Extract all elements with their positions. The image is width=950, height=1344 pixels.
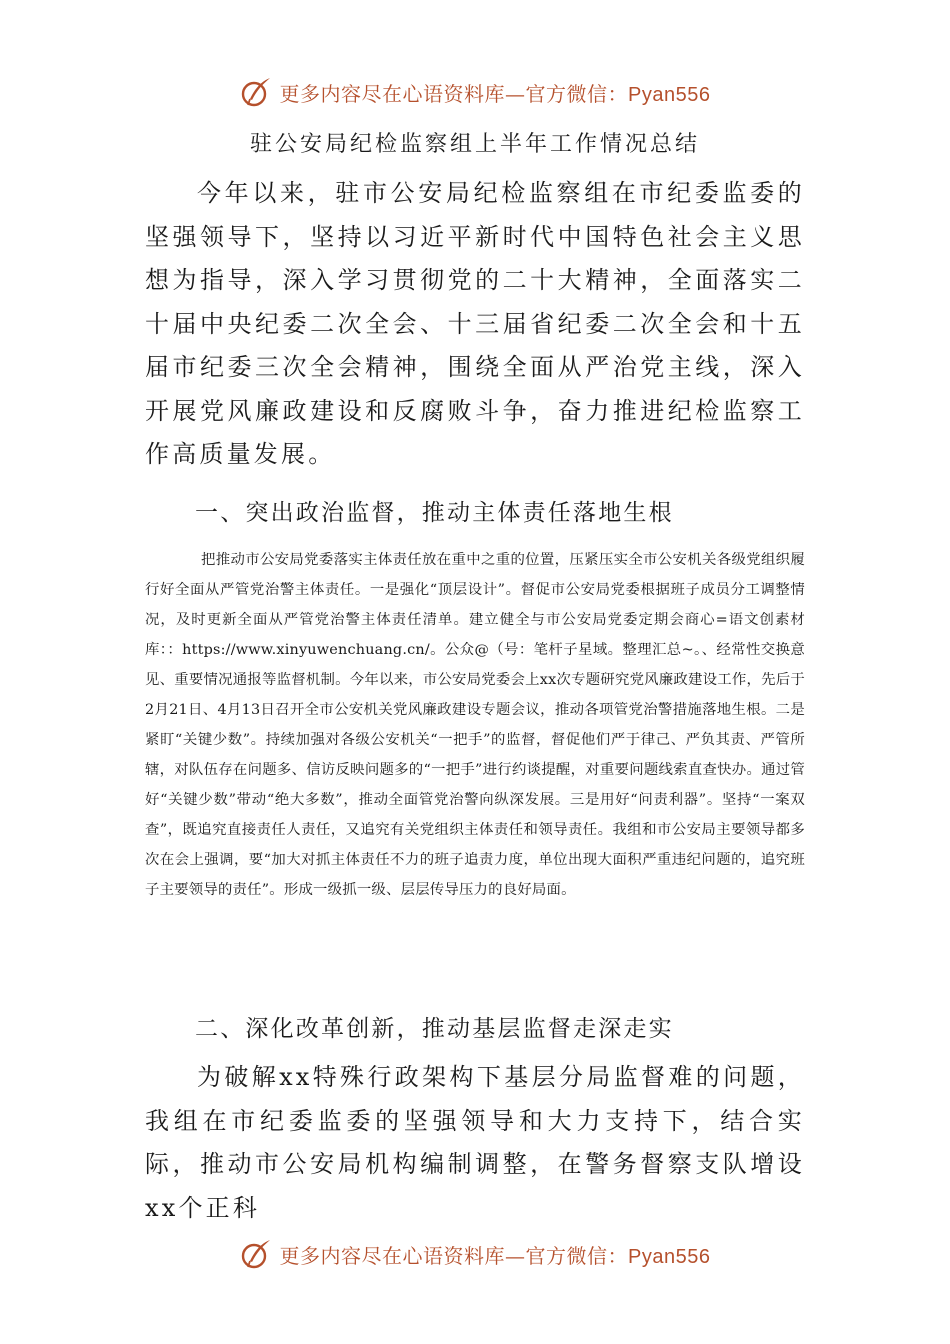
quill-logo-icon (240, 1237, 274, 1271)
banner-text (280, 78, 711, 107)
section1-paragraph: 把推动市公安局党委落实主体责任放在重中之重的位置，压紧压实全市公安机关各级党组织履行好全面从严管党治警主体责任。一是强化“顶层设计”。督促市公安局党委根据班子成员分工调整情况，及时更新全面从严管党治警主体责任清单。建立健全与市公安局党委定期会商心=语文创素材库：：https://www.xinyuwenchuang.cn/。公众@（号：笔杆子星域。整理汇总~。、经常性交换意见、重要情况通报等监督机制。今年以来，市公安局党委会上xx次专题研究党风廉政建设工作，先后于2月21日、4月13日召开全市公安机关党风廉政建设专题会议，推动各项管党治警措施落地生根。二是紧盯“关键少数”。持续加强对各级公安机关“一把手”的监督，督促他们严于律己、严负其责、严管所辖，对队伍存在问题多、信访反映问题多的“一把手”进行约谈提醒，对重要问题线索直查快办。通过管好“关键少数”带动“绝大多数”，推动全面管党治警向纵深发展。三是用好“问责利器”。坚持“一案双查”，既追究直接责任人责任，又追究有关党组织主体责任和领导责任。我组和市公安局主要领导都多次在会上强调，要“加大对抓主体责任不力的班子追责力度，单位出现大面积严重违纪问题的，追究班子主要领导的责任”。形成一级抓一级、层层传导压力的良好局面。 (145, 552, 805, 898)
banner-message: 更多内容尽在心语资料库—官方微信： (279, 1243, 629, 1268)
banner-wechat-id: Pyan556 (628, 1245, 711, 1268)
banner-wechat-id: Pyan556 (628, 83, 711, 106)
bottom-banner (0, 1234, 950, 1274)
banner-message: 更多内容尽在心语资料库—官方微信： (279, 81, 629, 106)
banner-text (280, 1240, 711, 1269)
section2-heading: 二、深化改革创新，推动基层监督走深走实 (195, 1016, 674, 1042)
quill-logo-icon (240, 75, 274, 109)
intro-paragraph: 今年以来，驻市公安局纪检监察组在市纪委监委的坚强领导下，坚持以习近平新时代中国特色社会主义思想为指导，深入学习贯彻党的二十大精神，全面落实二十届中央纪委二次全会、十三届省纪委二次全会和十五届市纪委三次全会精神，围绕全面从严治党主线，深入开展党风廉政建设和反腐败斗争，奋力推进纪检监察工作高质量发展。 (145, 179, 805, 468)
section2-paragraph: 为破解xx特殊行政架构下基层分局监督难的问题，我组在市纪委监委的坚强领导和大力支持下，结合实际，推动市公安局机构编制调整，在警务督察支队增设xx个正科 (145, 1063, 805, 1222)
top-banner (0, 72, 950, 112)
section1-heading: 一、突出政治监督，推动主体责任落地生根 (195, 500, 674, 526)
document-title: 驻公安局纪检监察组上半年工作情况总结 (249, 132, 700, 157)
